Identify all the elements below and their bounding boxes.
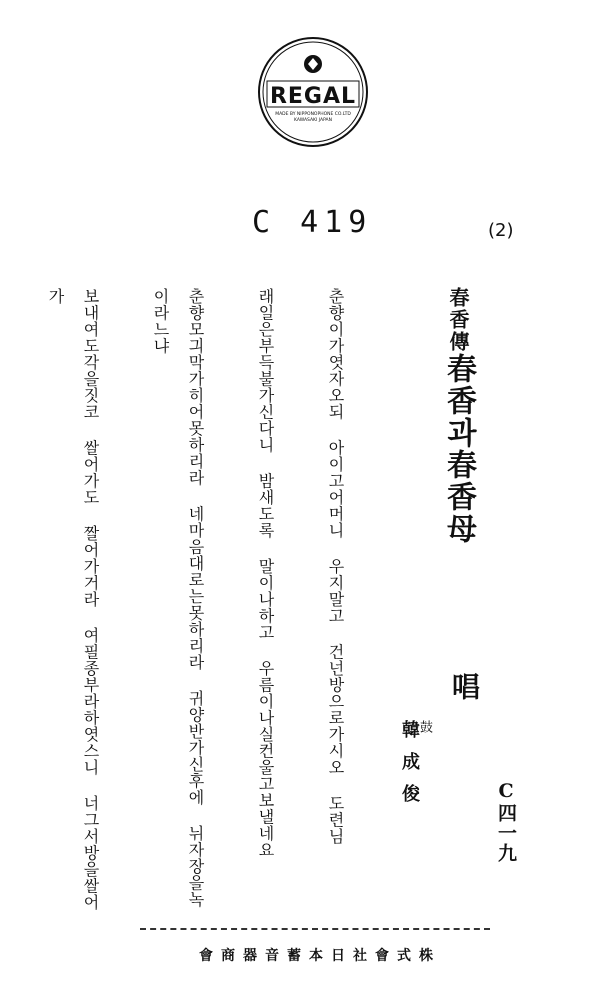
label-fine-print: MADE BY NIPPONOPHONE CO.LTD KAWASAKI JAPAN: [275, 112, 351, 123]
lyric-line: [0, 288, 3, 920]
side-number: (2): [488, 220, 514, 241]
drummer-credit: [400, 720, 431, 816]
credit-role: 鼓: [417, 720, 432, 736]
song-title: [441, 287, 476, 545]
brand-name: REGAL: [269, 84, 357, 109]
title-main: 春香과春香母: [441, 353, 476, 545]
footer-divider: [140, 928, 490, 930]
catalog-number: C 419: [252, 205, 373, 240]
credit-name: 韓成俊: [399, 720, 420, 816]
lyrics-body: [46, 288, 388, 920]
title-prefix: 春香傳: [446, 287, 470, 353]
publisher-footer: 株式會社日本蓄音器商會: [199, 948, 441, 964]
catalog-number-vertical: C四一九: [495, 780, 517, 863]
lyric-line: 보내여도각을짓코 쌀어가도 짤어가거라 여필종부라하엿스니 너그서방을쌀어가: [46, 288, 100, 911]
lyric-line: 춘향이가엿자오되 아이고어머니 우지말고 건넌방으로가시오 도련님: [326, 288, 345, 845]
singer-name: 唱: [448, 672, 481, 714]
lyric-line: 춘향모긔막가히어못하리라 네마음대로는못하리라 귀양반가신후에 뉘자장을녹이라느냐: [151, 288, 205, 908]
regal-label-logo: [257, 36, 369, 148]
lyric-line: 래일은부득불가신다니 밤새도록 말이나하고 우름이나실컨울고보낼네요: [256, 288, 275, 858]
